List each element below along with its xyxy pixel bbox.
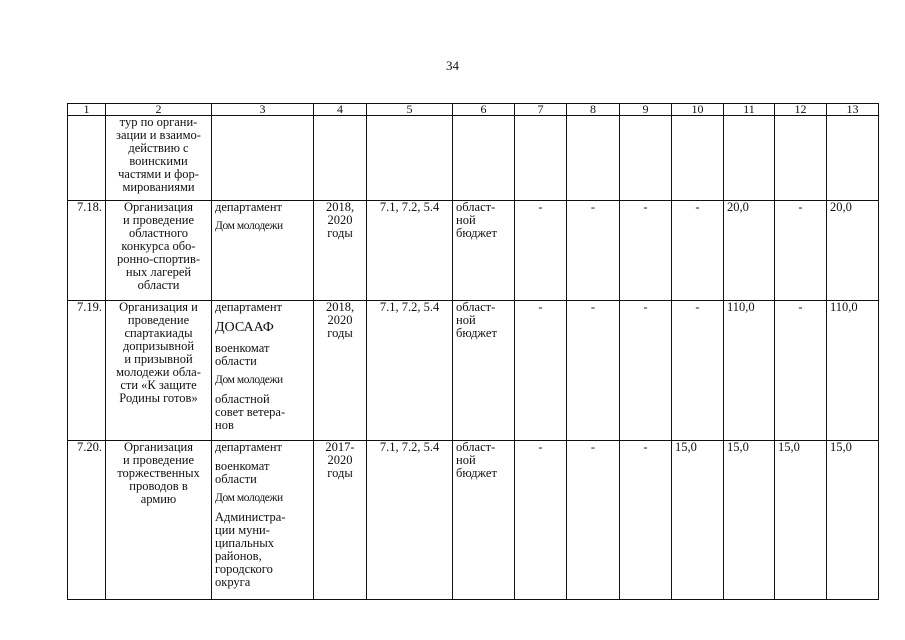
continuation-row xyxy=(68,116,879,201)
responsible-list xyxy=(212,301,314,441)
activity-name: Организация и проведение областного конкурса обо- ронно-спортив- ных лагерей области xyxy=(106,201,212,301)
value-col8: - xyxy=(567,441,620,600)
cell-name: тур по органи- зации и взаимо- действию с воинскими частями и фор- мированиями xyxy=(106,116,212,201)
cell-col12 xyxy=(775,116,827,201)
header-cell: 5 xyxy=(367,104,453,116)
header-cell: 10 xyxy=(672,104,724,116)
responsible-item: Администра- ции муни- ципальных районов, городского округа xyxy=(215,510,286,589)
cell-col10 xyxy=(672,116,724,201)
funding-source: област- ной бюджет xyxy=(453,441,515,600)
responsible-item: областной совет ветера- нов xyxy=(215,392,286,432)
indicator-ref: 7.1, 7.2, 5.4 xyxy=(367,201,453,301)
header-cell: 13 xyxy=(827,104,879,116)
cell-source xyxy=(453,116,515,201)
cell-years xyxy=(314,116,367,201)
responsible-item: военкомат области xyxy=(215,341,270,368)
row-number: 7.19. xyxy=(68,301,106,441)
header-cell: 11 xyxy=(724,104,775,116)
header-cell: 8 xyxy=(567,104,620,116)
responsible-item: Дом молодежи xyxy=(215,492,283,504)
value-col7: - xyxy=(515,441,567,600)
value-col9: - xyxy=(620,301,672,441)
value-col12: - xyxy=(775,301,827,441)
row-number: 7.18. xyxy=(68,201,106,301)
cell-resp xyxy=(212,116,314,201)
funding-source: област- ной бюджет xyxy=(453,201,515,301)
table-row xyxy=(68,201,879,301)
page-number: 34 xyxy=(446,58,459,73)
value-col11: 20,0 xyxy=(724,201,775,301)
responsible-item: департамент xyxy=(215,440,283,454)
cell-col11 xyxy=(724,116,775,201)
responsible-item: Дом молодежи xyxy=(215,374,283,386)
cell-num xyxy=(68,116,106,201)
cell-col13 xyxy=(827,116,879,201)
header-cell: 9 xyxy=(620,104,672,116)
indicator-ref: 7.1, 7.2, 5.4 xyxy=(367,301,453,441)
value-col9: - xyxy=(620,201,672,301)
years: 2018, 2020 годы xyxy=(314,201,367,301)
header-cell: 7 xyxy=(515,104,567,116)
header-cell: 3 xyxy=(212,104,314,116)
value-col11: 15,0 xyxy=(724,441,775,600)
header-cell: 1 xyxy=(68,104,106,116)
value-col11: 110,0 xyxy=(724,301,775,441)
table-row xyxy=(68,301,879,441)
value-col10: - xyxy=(672,301,724,441)
activities-table xyxy=(67,103,879,600)
cell-ref xyxy=(367,116,453,201)
responsible-item: департамент xyxy=(215,300,283,314)
value-col10: - xyxy=(672,201,724,301)
years: 2018, 2020 годы xyxy=(314,301,367,441)
responsible-item: Дом молодежи xyxy=(215,220,283,232)
value-col8: - xyxy=(567,301,620,441)
row-number: 7.20. xyxy=(68,441,106,600)
responsible-list xyxy=(212,441,314,600)
responsible-list xyxy=(212,201,314,301)
responsible-item: ДОСААФ xyxy=(215,320,274,335)
funding-source: област- ной бюджет xyxy=(453,301,515,441)
value-col13: 15,0 xyxy=(827,441,879,600)
value-col13: 110,0 xyxy=(827,301,879,441)
header-row xyxy=(68,104,879,116)
header-cell: 12 xyxy=(775,104,827,116)
value-col13: 20,0 xyxy=(827,201,879,301)
table-row xyxy=(68,441,879,600)
responsible-item: военкомат области xyxy=(215,459,270,486)
cell-col7 xyxy=(515,116,567,201)
header-cell: 4 xyxy=(314,104,367,116)
header-cell: 6 xyxy=(453,104,515,116)
value-col7: - xyxy=(515,201,567,301)
header-cell: 2 xyxy=(106,104,212,116)
value-col12: 15,0 xyxy=(775,441,827,600)
value-col9: - xyxy=(620,441,672,600)
responsible-item: департамент xyxy=(215,200,283,214)
cell-col8 xyxy=(567,116,620,201)
value-col8: - xyxy=(567,201,620,301)
activity-name: Организация и проведение спартакиады допризывной и призывной молодежи обла- сти «К защите Родины готов» xyxy=(106,301,212,441)
value-col10: 15,0 xyxy=(672,441,724,600)
value-col7: - xyxy=(515,301,567,441)
indicator-ref: 7.1, 7.2, 5.4 xyxy=(367,441,453,600)
cell-col9 xyxy=(620,116,672,201)
value-col12: - xyxy=(775,201,827,301)
years: 2017- 2020 годы xyxy=(314,441,367,600)
activity-name: Организация и проведение торжественных проводов в армию xyxy=(106,441,212,600)
